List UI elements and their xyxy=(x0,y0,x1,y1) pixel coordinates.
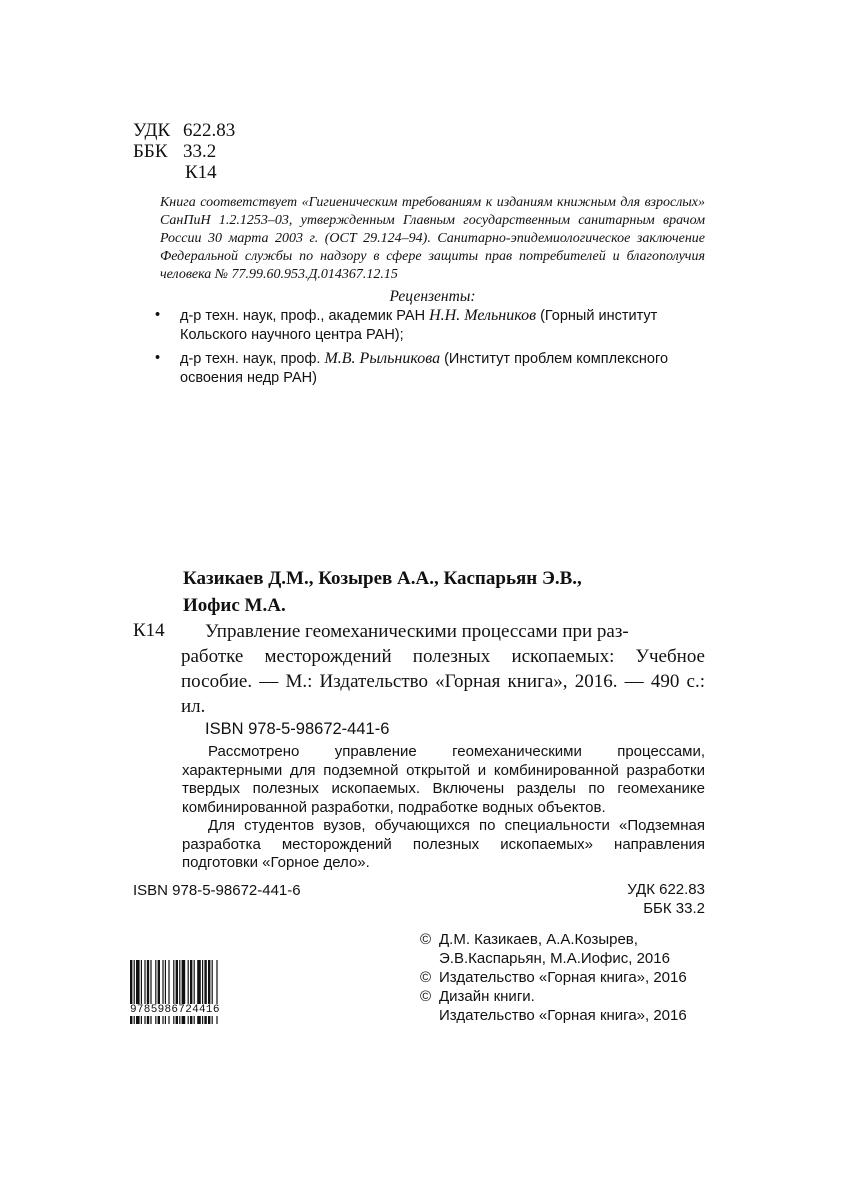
bullet-icon: • xyxy=(155,350,161,366)
bbk-value: 33.2 xyxy=(183,141,217,162)
title-first-line: Управление геомеханическими процессами при раз- xyxy=(205,621,629,642)
footer-codes xyxy=(560,880,705,918)
reviewer-affiliation: (Институт проблем комплексного освоения недр РАН) xyxy=(180,351,669,386)
author-index: К14 xyxy=(185,162,217,183)
footer-udk: УДК 622.83 xyxy=(627,881,705,898)
copyright-authors-text: Д.М. Казикаев, А.А.Козырев, Э.В.Каспарьян, М.А.Иофис, 2016 xyxy=(439,931,670,967)
book-title-description xyxy=(181,619,705,719)
abstract-paragraph: Для студентов вузов, обучающихся по специальности «Подземная разработка месторождений полезных ископаемых» направления подготовки «Горное дело». xyxy=(182,817,705,871)
authors-line-2: Иофис М.А. xyxy=(183,595,286,616)
reviewer-affiliation: (Горный институт Кольского научного центра РАН); xyxy=(180,308,658,343)
barcode-digits: 9785986724416 xyxy=(130,1004,254,1016)
footer-isbn: ISBN 978-5-98672-441-6 xyxy=(133,882,301,899)
reviewers-list xyxy=(155,306,705,392)
copyright-design-publisher-text: Издательство «Горная книга», 2016 xyxy=(439,1007,687,1024)
authors-line-1: Казикаев Д.М., Козырев А.А., Каспарьян Э.В., xyxy=(183,568,582,589)
reviewer-name: Н.Н. Мельников xyxy=(429,307,537,324)
udk-value: 622.83 xyxy=(183,120,236,141)
entry-index: К14 xyxy=(133,620,165,641)
isbn: ISBN 978-5-98672-441-6 xyxy=(205,720,390,738)
reviewer-name: М.В. Рыльникова xyxy=(324,350,441,367)
title-continuation: работке месторождений полезных ископаемых: Учебное пособие. — М.: Издательство «Горная книга», 2016. — 490 с.: ил. xyxy=(181,646,705,717)
copyright-design-publisher xyxy=(420,1006,710,1025)
reviewer-item xyxy=(155,349,705,388)
reviewer-item xyxy=(155,306,705,345)
copyright-design-label: Дизайн книги. xyxy=(439,988,535,1005)
copyright-design xyxy=(420,987,710,1006)
bbk-label: ББК xyxy=(133,141,168,162)
bullet-icon: • xyxy=(155,307,161,323)
copyright-icon: © xyxy=(420,988,432,1005)
udk-label: УДК xyxy=(133,120,171,141)
reviewer-degree: д-р техн. наук, проф., академик РАН xyxy=(180,308,430,324)
udk-row xyxy=(133,120,235,141)
classification-codes xyxy=(133,120,235,183)
abstract xyxy=(182,743,705,873)
copyright-block xyxy=(420,930,710,1025)
reviewer-degree: д-р техн. наук, проф. xyxy=(180,351,325,367)
copyright-publisher xyxy=(420,968,710,987)
footer-bbk: ББК 33.2 xyxy=(643,900,705,917)
hygiene-note: Книга соответствует «Гигиеническим требованиям к изданиям книжным для взрослых» СанПиН 1.2.1253–03, утвержденным Главным государственным санитарным врачом России 30 марта 2003 г. (ОСТ 29.124–94). Санитарно-эпидемиологическое заключение Федеральной службы по надзору в сфере защиты прав потребителей и благополучия человека № 77.99.60.953.Д.014367.12.15 xyxy=(160,195,705,282)
reviewers-title: Рецензенты: xyxy=(389,288,476,305)
abstract-paragraph: Рассмотрено управление геомеханическими процессами, характерными для подземной открытой и комбинированной разработки твердых полезных ископаемых. Включены разделы по геомеханике комбинированной разработки, подработке водных объектов. xyxy=(182,743,705,816)
copyright-publisher-text: Издательство «Горная книга», 2016 xyxy=(439,969,687,986)
copyright-authors xyxy=(420,930,710,968)
copyright-icon: © xyxy=(420,969,432,986)
copyright-icon: © xyxy=(420,931,432,948)
bbk-row xyxy=(133,141,235,162)
authors xyxy=(183,565,713,619)
